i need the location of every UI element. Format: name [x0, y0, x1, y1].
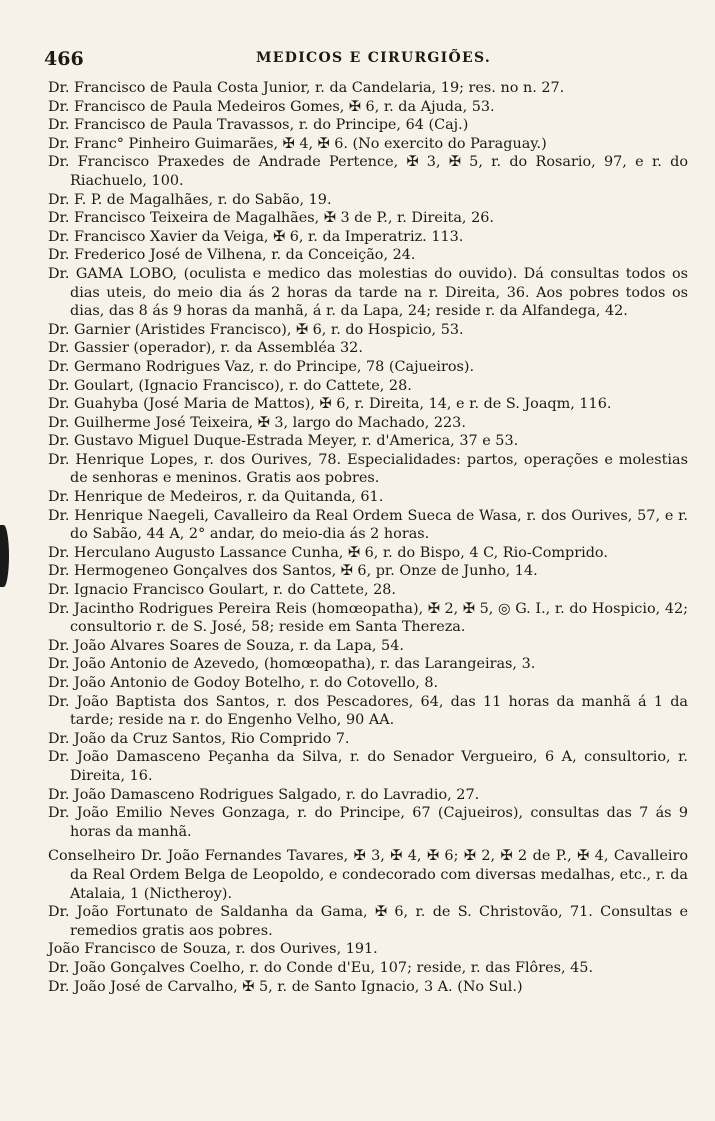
list-item: Dr. Garnier (Aristides Francisco), ✠ 6, r. do Hospicio, 53.: [48, 321, 464, 338]
list-item: Dr. João Damasceno Peçanha da Silva, r. do Senador Vergueiro, 6 A, consultorio, r. Direita, 16.: [48, 749, 688, 784]
list-item: Dr. João Baptista dos Santos, r. dos Pescadores, 64, das 11 horas da manhã á 1 da tarde; reside na r. do Engenho Velho, 90 AA.: [48, 693, 688, 729]
running-head: MEDICOS E CIRURGIÕES.: [256, 50, 492, 66]
page-number: 466: [44, 48, 84, 70]
list-item: Dr. João Alvares Soares de Souza, r. da Lapa, 54.: [48, 637, 404, 654]
list-item: Dr. Gustavo Miguel Duque-Estrada Meyer, r. d'America, 37 e 53.: [48, 433, 519, 450]
list-item: Dr. João Emilio Neves Gonzaga, r. do Principe, 67 (Cajueiros), consultas das 7 ás 9 horas da manhã.: [48, 805, 688, 840]
entry-list: [48, 79, 688, 996]
binding-shadow: [0, 525, 9, 587]
list-item: Dr. João Fortunato de Saldanha da Gama, ✠ 6, r. de S. Christovão, 71. Consultas e remedios gratis aos pobres.: [48, 904, 688, 939]
list-item: Dr. Francisco de Paula Medeiros Gomes, ✠ 6, r. da Ajuda, 53.: [48, 98, 495, 115]
list-item: Dr. João José de Carvalho, ✠ 5, r. de Santo Ignacio, 3 A. (No Sul.): [48, 978, 523, 995]
list-item: Dr. Gassier (operador), r. da Assembléa 32.: [48, 340, 363, 357]
list-item: Dr. Franc° Pinheiro Guimarães, ✠ 4, ✠ 6. (No exercito do Paraguay.): [48, 135, 547, 152]
list-item: Dr. Ignacio Francisco Goulart, r. do Cattete, 28.: [48, 582, 397, 599]
list-item: Dr. João Damasceno Rodrigues Salgado, r. do Lavradio, 27.: [48, 786, 480, 803]
list-item: Dr. Frederico José de Vilhena, r. da Conceição, 24.: [48, 247, 416, 264]
list-item: Dr. GAMA LOBO, (oculista e medico das molestias do ouvido). Dá consultas todos os dias uteis, do meio dia ás 2 horas da tarde na r. Direita, 36. Aos pobres todos os dias, das 8 ás 9 horas da manhã, á r. da Lapa, 24; reside r. da Alfandega, 42.: [48, 265, 688, 320]
page-header: [44, 48, 685, 72]
list-item: Dr. F. P. de Magalhães, r. do Sabão, 19.: [48, 191, 332, 208]
list-item: Dr. Guahyba (José Maria de Mattos), ✠ 6, r. Direita, 14, e r. de S. Joaqm, 116.: [48, 396, 612, 413]
list-item: Dr. João da Cruz Santos, Rio Comprido 7.: [48, 730, 350, 747]
list-item: Dr. Henrique de Medeiros, r. da Quitanda, 61.: [48, 489, 384, 506]
list-item: Dr. Germano Rodrigues Vaz, r. do Principe, 78 (Cajueiros).: [48, 358, 475, 375]
list-item: Dr. Henrique Lopes, r. dos Ourives, 78. Especialidades: partos, operações e molestias de senhoras e meninos. Gratis aos pobres.: [48, 451, 688, 487]
list-item: Dr. Jacintho Rodrigues Pereira Reis (homœopatha), ✠ 2, ✠ 5, ◎ G. I., r. do Hospicio, 42; consultorio r. de S. José, 58; reside em Santa Thereza.: [48, 600, 688, 636]
list-item: Dr. Francisco Praxedes de Andrade Pertence, ✠ 3, ✠ 5, r. do Rosario, 97, e r. do Riachuelo, 100.: [48, 154, 688, 189]
list-item: Dr. Henrique Naegeli, Cavalleiro da Real Ordem Sueca de Wasa, r. dos Ourives, 57, e r. do Sabão, 44 A, 2° andar, do meio-dia ás 2 horas.: [48, 507, 688, 543]
list-item: Dr. Hermogeneo Gonçalves dos Santos, ✠ 6, pr. Onze de Junho, 14.: [48, 563, 538, 580]
list-item: Dr. Francisco Teixeira de Magalhães, ✠ 3 de P., r. Direita, 26.: [48, 210, 494, 227]
list-item: Dr. João Gonçalves Coelho, r. do Conde d'Eu, 107; reside, r. das Flôres, 45.: [48, 959, 594, 976]
list-item: Dr. Francisco de Paula Costa Junior, r. da Candelaria, 19; res. no n. 27.: [48, 80, 565, 96]
list-item: Dr. Francisco Xavier da Veiga, ✠ 6, r. da Imperatriz. 113.: [48, 228, 464, 245]
list-item: Dr. Francisco de Paula Travassos, r. do Principe, 64 (Caj.): [48, 117, 469, 134]
list-item: Dr. João Antonio de Godoy Botelho, r. do Cotovello, 8.: [48, 675, 439, 691]
list-item: Dr. Herculano Augusto Lassance Cunha, ✠ 6, r. do Bispo, 4 C, Rio-Comprido.: [48, 544, 608, 561]
list-item: Dr. João Antonio de Azevedo, (homœopatha), r. das Larangeiras, 3.: [48, 656, 536, 673]
list-item: Dr. Goulart, (Ignacio Francisco), r. do Cattete, 28.: [48, 377, 412, 394]
list-item: Dr. Guilherme José Teixeira, ✠ 3, largo do Machado, 223.: [48, 414, 466, 431]
list-item: Conselheiro Dr. João Fernandes Tavares, ✠ 3, ✠ 4, ✠ 6; ✠ 2, ✠ 2 de P., ✠ 4, Cavalleiro da Real Ordem Belga de Leopoldo, e condecorado com diversas medalhas, etc., r. da Atalaia, 1 (Nictheroy).: [48, 848, 688, 902]
list-item: João Francisco de Souza, r. dos Ourives, 191.: [48, 941, 378, 958]
